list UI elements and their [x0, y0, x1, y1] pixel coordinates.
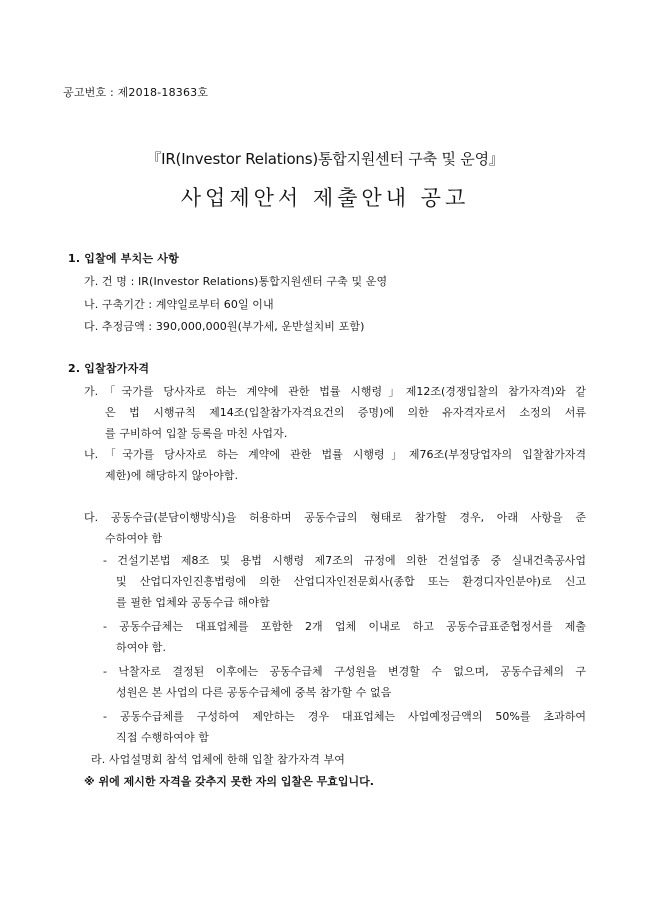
section-1-heading: 1. 입찰에 부치는 사항	[68, 252, 179, 265]
section-2-item-ra: 라. 사업설명회 참석 업체에 한해 입찰 참가자격 부여	[91, 753, 346, 766]
sub-item-1-line-3: 를 필한 업체와 공동수급 해야함	[116, 596, 270, 609]
sub-item-3-line-2: 성원은 본 사업의 다른 공동수급체에 중복 참가할 수 없음	[116, 686, 392, 699]
section-2-item-ga-line-2: 은 법 시행규칙 제14조(입찰참가자격요건의 증명)에 의한 유자격자로서 소정의 서류	[105, 406, 586, 419]
sub-item-4-line-1: - 공동수급체를 구성하여 제안하는 경우 대표업체는 사업예정금액의 50%를 초과하여	[103, 710, 586, 723]
section-1-item-period: 나. 구축기간 : 계약일로부터 60일 이내	[84, 298, 274, 311]
title-project-name: 『IR(Investor Relations)통합지원센터 구축 및 운영』	[146, 150, 504, 168]
section-2-item-na-line-2: 제한)에 해당하지 않아야함.	[105, 469, 239, 482]
sub-item-3-line-1: - 낙찰자로 결정된 이후에는 공동수급체 구성원을 변경할 수 없으며, 공동수급체의 구	[103, 665, 586, 678]
section-2-item-ga-line-1: 가.「국가를 당사자로 하는 계약에 관한 법률 시행령」제12조(경쟁입찰의 참가자격)와 같	[84, 385, 586, 398]
title-notice: 사업제안서 제출안내 공고	[180, 186, 470, 210]
section-2-item-da-line-2: 수하여야 함	[105, 532, 163, 545]
section-2-heading: 2. 입찰참가자격	[68, 362, 150, 375]
sub-item-2-line-2: 하여야 함.	[116, 641, 167, 654]
sub-item-1-line-2: 및 산업디자인진흥법령에 의한 산업디자인전문회사(종합 또는 환경디자인분야)로 신고	[116, 575, 586, 588]
section-2-item-na-line-1: 나.「국가를 당사자로 하는 계약에 관한 법률 시행령」제76조(부정당업자의 입찰참가자격	[84, 448, 586, 461]
section-1-item-name: 가. 건 명 : IR(Investor Relations)통합지원센터 구축 및 운영	[84, 275, 388, 288]
invalid-bid-note: ※ 위에 제시한 자격을 갖추지 못한 자의 입찰은 무효입니다.	[84, 775, 374, 788]
sub-item-2-line-1: - 공동수급체는 대표업체를 포함한 2개 업체 이내로 하고 공동수급표준협정서를 제출	[103, 620, 586, 633]
section-1-item-amount: 다. 추정금액 : 390,000,000원(부가세, 운반설치비 포함)	[84, 320, 365, 333]
announcement-number: 공고번호 : 제2018-18363호	[63, 86, 209, 99]
section-2-item-da-line-1: 다. 공동수급(분담이행방식)을 허용하며 공동수급의 형태로 참가할 경우, 아래 사항을 준	[84, 511, 586, 524]
sub-item-1-line-1: - 건설기본법 제8조 및 용법 시행령 제7조의 규정에 의한 건설업종 중 실내건축공사업	[103, 554, 586, 567]
sub-item-4-line-2: 직접 수행하여야 함	[116, 731, 210, 744]
section-2-item-ga-line-3: 를 구비하여 입찰 등록을 마친 사업자.	[105, 427, 288, 440]
